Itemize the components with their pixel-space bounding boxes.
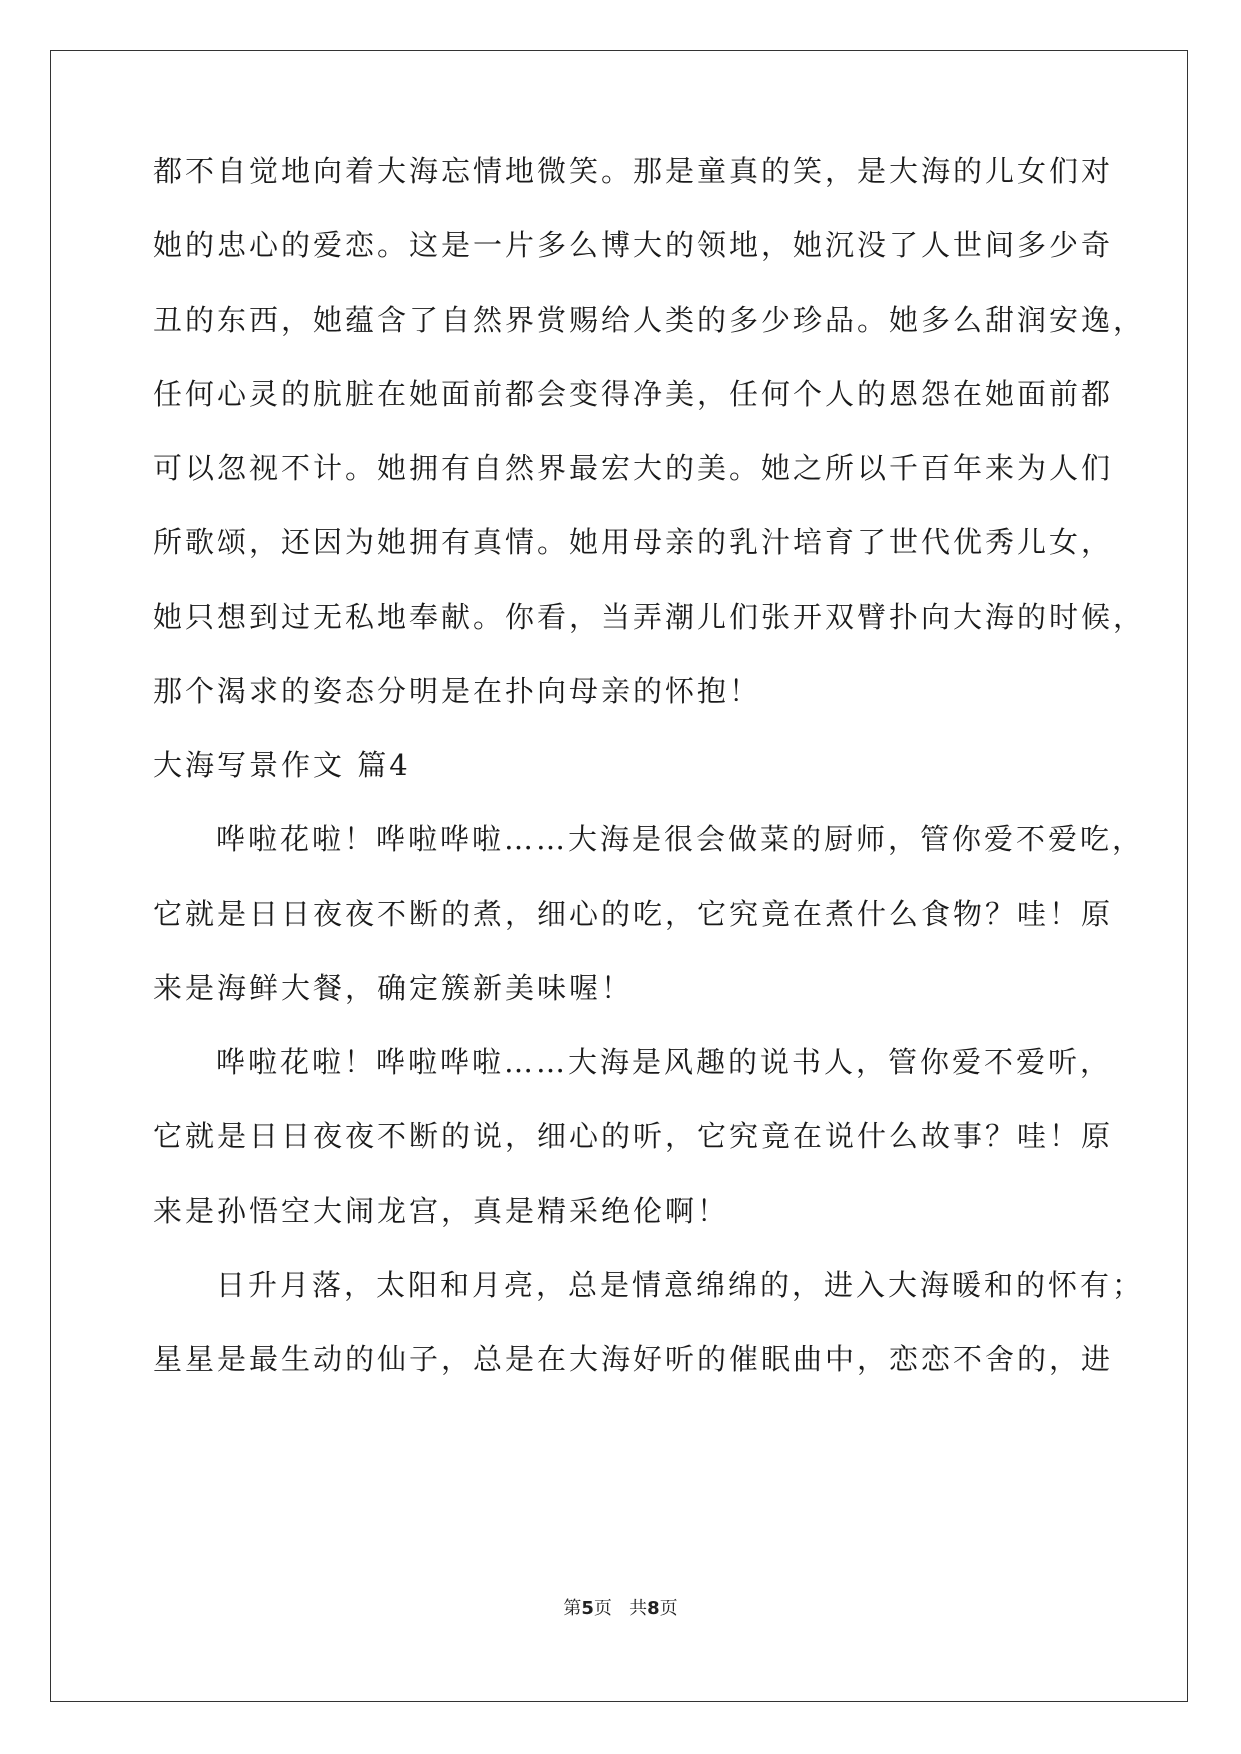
footer-total-suffix: 页: [659, 1598, 678, 1619]
paragraph-line: 她的忠心的爱恋。这是一片多么博大的领地，她沉没了人世间多少奇: [153, 228, 1114, 262]
paragraph-line: 来是孙悟空大闹龙宫，真是精采绝伦啊！: [153, 1194, 730, 1228]
footer-prefix: 第: [563, 1598, 582, 1619]
paragraph-line: 它就是日日夜夜不断的煮，细心的吃，它究竟在煮什么食物？哇！原: [153, 897, 1114, 931]
section-heading: 大海写景作文 篇4: [153, 748, 411, 782]
paragraph-line: 所歌颂，还因为她拥有真情。她用母亲的乳汁培育了世代优秀儿女，: [153, 525, 1114, 559]
paragraph-line: 星星是最生动的仙子，总是在大海好听的催眠曲中，恋恋不舍的，进: [153, 1342, 1114, 1376]
page-border: [50, 50, 1188, 1702]
paragraph-line: 她只想到过无私地奉献。你看，当弄潮儿们张开双臂扑向大海的时候，: [153, 600, 1146, 634]
paragraph-line: 来是海鲜大餐，确定簇新美味喔！: [153, 971, 634, 1005]
paragraph-line: 可以忽视不计。她拥有自然界最宏大的美。她之所以千百年来为人们: [153, 451, 1114, 485]
paragraph-line: 任何心灵的肮脏在她面前都会变得净美，任何个人的恩怨在她面前都: [153, 377, 1114, 411]
paragraph-line: 哗啦花啦！哗啦哗啦……大海是风趣的说书人，管你爱不爱听，: [216, 1045, 1113, 1079]
total-page-count: 8: [647, 1598, 660, 1619]
paragraph-line: 都不自觉地向着大海忘情地微笑。那是童真的笑，是大海的儿女们对: [153, 154, 1114, 188]
page-footer: [0, 1594, 1241, 1620]
current-page-number: 5: [581, 1598, 594, 1619]
paragraph-line: 它就是日日夜夜不断的说，细心的听，它究竟在说什么故事？哇！原: [153, 1119, 1114, 1153]
paragraph-line: 那个渴求的姿态分明是在扑向母亲的怀抱！: [153, 674, 762, 708]
paragraph-line: 哗啦花啦！哗啦哗啦……大海是很会做菜的厨师，管你爱不爱吃，: [216, 822, 1145, 856]
paragraph-line: 日升月落，太阳和月亮，总是情意绵绵的，进入大海暖和的怀有；: [216, 1268, 1145, 1302]
paragraph-line: 丑的东西，她蕴含了自然界赏赐给人类的多少珍品。她多么甜润安逸，: [153, 303, 1146, 337]
footer-page-suffix: 页: [593, 1598, 612, 1619]
footer-total-prefix: 共: [629, 1598, 648, 1619]
